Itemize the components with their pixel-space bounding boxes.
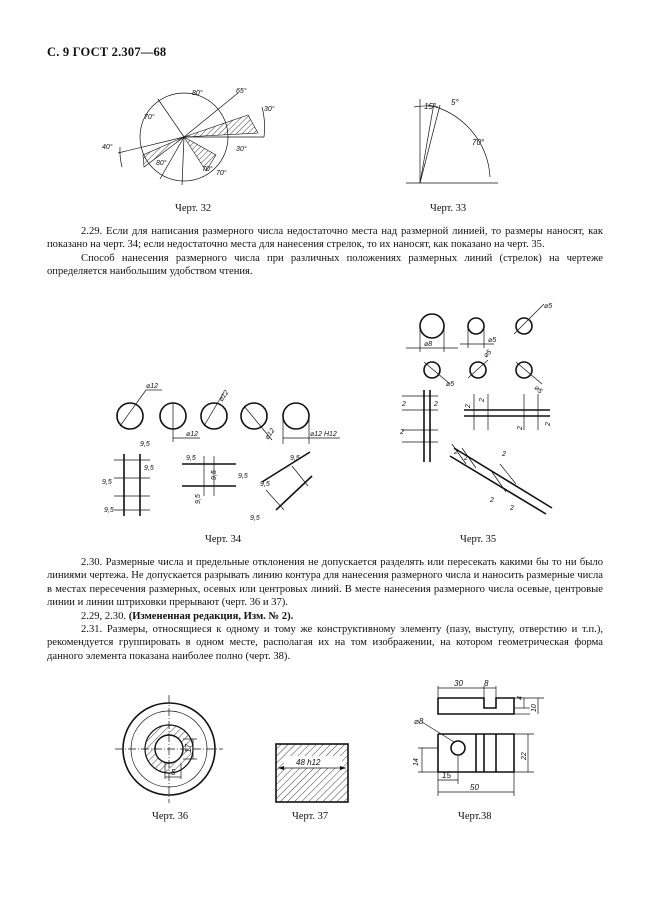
figure-33-drawing (398, 93, 498, 195)
fig35-label-1: ⌀5 (544, 303, 553, 310)
paragraph-2-30-text: 2.30. Размерные числа и предельные отклонения не допускается разделять или пересекать какими бы то ни было линиями чертежа. Не допускается разрывать линию контура для нанесения размерного числа и наносить размерные числа в местах пересечения размерных, осевых или центровых линий. В месте нанесения размерного числа осевые, центровые линии и линии штриховки прерывают (черт. 36 и 37). (47, 557, 603, 609)
paragraph-amendment (47, 610, 603, 623)
fig35-label-11: 2 (479, 398, 486, 402)
figure-38-drawing (404, 680, 554, 800)
figure-36-caption: Черт. 36 (152, 811, 189, 822)
fig38-label-30: 30 (454, 679, 463, 688)
fig35-label-12: 2 (517, 426, 524, 430)
fig35-label-6: ⌀5 (532, 384, 544, 396)
fig38-label-50: 50 (470, 783, 479, 792)
fig34-95-4: 9,5 (104, 507, 114, 514)
fig34-95-3: 9,5 (102, 479, 112, 486)
fig32-label-5: 40° (102, 144, 113, 151)
fig35-label-4: ⌀5 (446, 381, 455, 388)
figure-37-drawing (276, 742, 350, 804)
paragraph-2-31-text: 2.31. Размеры, относящиеся к одному и тому же конструктивному элементу (пазу, выступу, отверстию и т.п.), рекомендуется группировать в одном месте, располагая их на том изображении, на котором геометрическая форма данного элемента показана наиболее полно (черт. 38). (47, 624, 603, 662)
fig34-95-7: 9,5 (211, 470, 218, 480)
fig35-label-8: 2 (434, 401, 438, 408)
fig32-label-6: 30° (236, 146, 247, 153)
paragraph-2-30 (47, 556, 603, 663)
fig37-label: 48 h12 (296, 758, 321, 767)
fig34-95-9: 9,5 (290, 455, 300, 462)
page-header: С. 9 ГОСТ 2.307—68 (47, 45, 167, 59)
fig36-label-5: 5 (171, 768, 176, 777)
fig35-label-2: ⌀8 (424, 341, 433, 348)
figure-37-caption: Черт. 37 (292, 811, 329, 822)
fig33-label-2: 5° (451, 98, 459, 107)
amendment-lead: 2.29, 2.30. (81, 610, 127, 622)
figure-34-drawing (100, 380, 350, 525)
fig34-95-2: 9,5 (144, 465, 154, 472)
fig34-95-10: 9,5 (260, 481, 270, 488)
fig35-label-5: ⌀5 (482, 348, 494, 360)
figure-33-caption: Черт. 33 (430, 203, 467, 214)
fig32-label-2: 65° (236, 88, 247, 95)
paragraph-2-29-text: 2.29. Если для написания размерного числа недостаточно места над размерной линией, то размеры наносят, как показано на черт. 34; если недостаточно места для нанесения стрелок, то их наносят, как показано на черт. 35. (47, 226, 603, 251)
figure-38-caption: Черт.38 (458, 811, 492, 822)
fig32-label-1: 80° (192, 90, 203, 97)
fig32-label-9: 70° (216, 170, 227, 177)
fig35-label-10: 2 (465, 404, 472, 408)
fig35-label-13: 2 (545, 422, 552, 426)
paragraph-2-29-text-b: Способ нанесения размерного числа при различных положениях размерных линий (стрелок) на чертеже определяется наибольшим удобством чтения. (47, 252, 603, 278)
fig35-label-15: 2 (464, 455, 468, 462)
fig34-95-11: 9,5 (250, 515, 260, 522)
fig35-label-3: ⌀5 (488, 337, 497, 344)
fig33-label-3: 70° (472, 138, 485, 147)
fig34-dia-4: ⌀12 (263, 427, 277, 442)
figure-35-caption: Черт. 35 (460, 534, 497, 545)
amendment-note: (Измененная редакция, Изм. № 2). (128, 610, 294, 622)
fig35-label-7: 2 (402, 401, 406, 408)
fig34-95-6: 9,5 (195, 494, 202, 504)
fig32-label-8: 70° (202, 166, 213, 173)
fig34-95-8: 9,5 (238, 473, 248, 480)
fig35-label-18: 2 (510, 505, 514, 512)
fig35-label-14: 2 (454, 449, 458, 456)
figure-34-caption: Черт. 34 (205, 534, 242, 545)
figure-32-caption: Черт. 32 (175, 203, 212, 214)
fig38-label-15: 15 (442, 771, 451, 780)
fig34-95-1: 9,5 (140, 441, 150, 448)
fig35-label-9: 2 (400, 429, 404, 436)
fig32-label-4: 70° (144, 114, 155, 121)
fig38-label-14: 14 (413, 758, 420, 766)
paragraph-2-29 (47, 225, 603, 279)
fig32-label-3: 30° (264, 106, 275, 113)
figure-36-drawing (115, 695, 225, 805)
fig34-95-5: 9,5 (186, 455, 196, 462)
fig32-label-7: 80° (156, 160, 167, 167)
fig35-label-16: 2 (502, 451, 506, 458)
fig35-label-17: 2 (490, 497, 494, 504)
fig38-label-22: 22 (521, 752, 528, 760)
fig34-dia-1: ⌀12 (146, 383, 159, 390)
figure-35-drawing (398, 298, 568, 520)
fig34-dia-5: ⌀12 H12 (310, 431, 337, 438)
fig33-label-1: 15° (424, 102, 437, 111)
fig38-label-4: 4 (517, 696, 524, 700)
fig34-dia-2: ⌀12 (186, 431, 199, 438)
figure-32-drawing (98, 85, 278, 195)
fig38-label-8: 8 (484, 679, 489, 688)
fig34-dia-3: ⌀12 (217, 389, 231, 404)
fig38-label-10: 10 (531, 704, 538, 712)
fig38-label-d8: ⌀8 (414, 717, 424, 726)
fig36-label-17: 17 (184, 744, 193, 753)
